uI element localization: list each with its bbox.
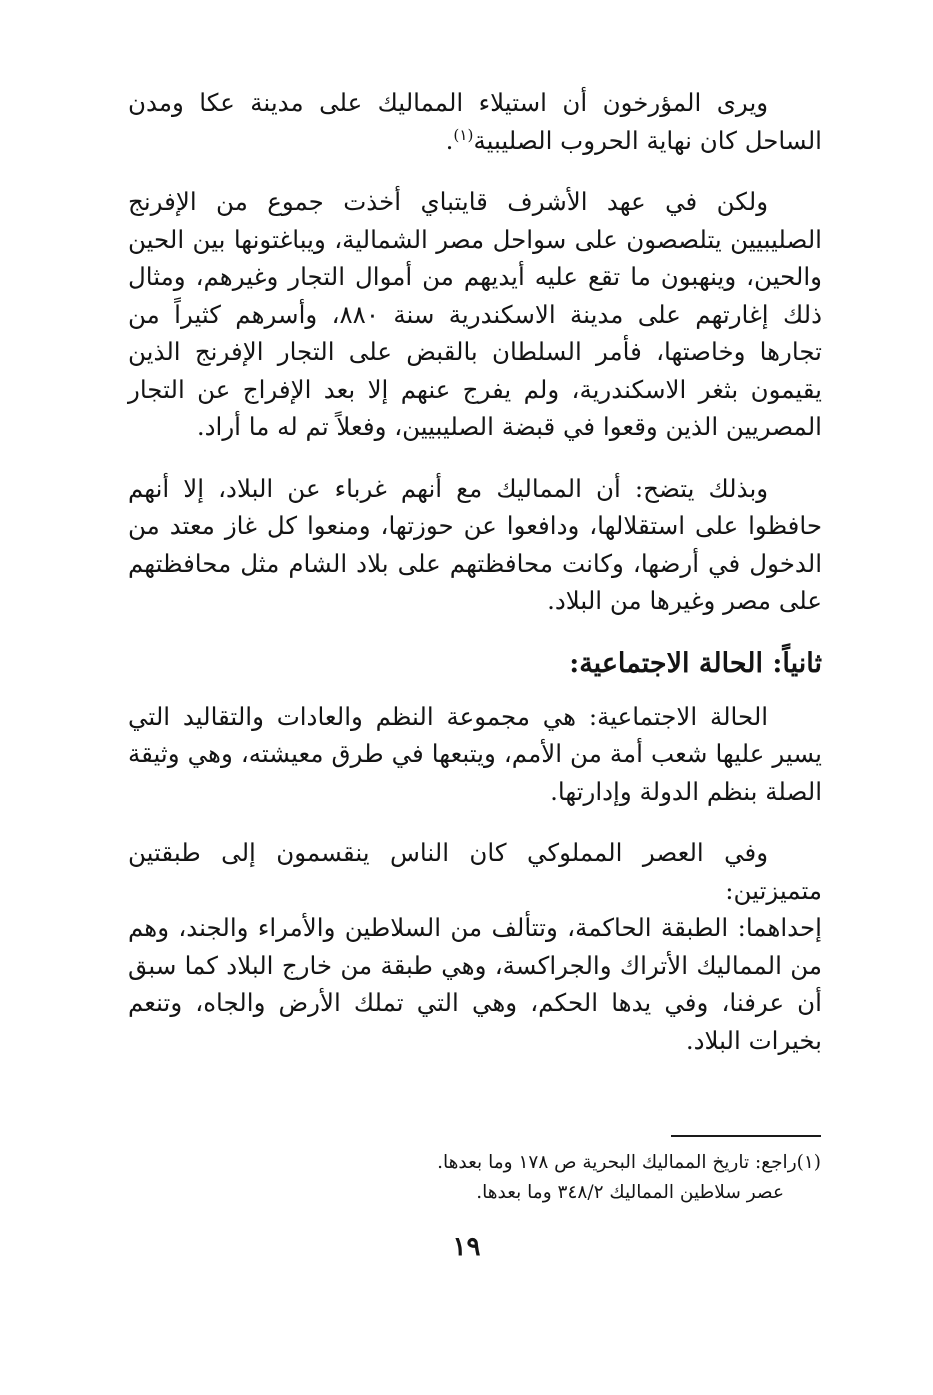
page-body bbox=[128, 84, 822, 1059]
footnote-1: (١)راجع: تاريخ المماليك البحرية ص ١٧٨ وما بعدها. bbox=[437, 1152, 821, 1173]
paragraph-1 bbox=[128, 84, 822, 159]
paragraph-3: وبذلك يتضح: أن المماليك مع أنهم غرباء عن البلاد، إلا أنهم حافظوا على استقلالها، ودافعوا عن حوزتها، ومنعوا كل غاز معتد من الدخول في أرضها، وكانت محافظتهم على بلاد الشام مثل محافظتهم على مصر وغيرها من البلاد. bbox=[128, 473, 822, 615]
footnote-divider bbox=[671, 1135, 821, 1137]
footnotes bbox=[261, 1148, 821, 1208]
paragraph-2: ولكن في عهد الأشرف قايتباي أخذت جموع من الإفرنج الصليبيين يتلصصون على سواحل مصر الشمالية، ويباغتونها بين الحين والحين، وينهبون ما تقع عليه أيديهم من أموال التجار وغيرهم، ومثال ذلك إغارتهم على مدينة الاسكندرية سنة ٨٨٠، وأسرهم كثيراً من تجارها وخاصتها، فأمر السلطان بالقبض على التجار الإفرنج الذين يقيمون بثغر الاسكندرية، ولم يفرج عنهم إلا بعد الإفراج عن التجار المصريين الذين وقعوا في قبضة الصليبيين، وفعلاً تم له ما أراد. bbox=[128, 187, 823, 441]
paragraph-1-text: ويرى المؤرخون أن استيلاء المماليك على مدينة عكا ومدن الساحل كان نهاية الحروب الصليبية bbox=[128, 88, 822, 155]
page-number: ١٩ bbox=[452, 1232, 481, 1262]
section-heading: ثانياً: الحالة الاجتماعية: bbox=[569, 647, 822, 679]
paragraph-6: إحداهما: الطبقة الحاكمة، وتتألف من السلاطين والأمراء والجند، وهم من المماليك الأتراك والجراكسة، وهي طبقة من خارج البلاد كما سبق أن عرفنا، وفي يدها الحكم، وهي التي تملك الأرض والجاه، وتنعم بخيرات البلاد. bbox=[128, 913, 822, 1055]
footnote-1-continuation: عصر سلاطين المماليك ٣٤٨/٢ وما بعدها. bbox=[476, 1182, 784, 1203]
paragraph-1-end: . bbox=[445, 125, 454, 155]
paragraph-5: وفي العصر المملوكي كان الناس ينقسمون إلى طبقتين متميزتين: bbox=[128, 838, 822, 905]
footnote-reference: (١) bbox=[453, 125, 474, 144]
paragraph-4: الحالة الاجتماعية: هي مجموعة النظم والعادات والتقاليد التي يسير عليها شعب أمة من الأمم، ويتبعها في طرق معيشته، وهي وثيقة الصلة بنظم الدولة وإدارتها. bbox=[128, 701, 822, 806]
